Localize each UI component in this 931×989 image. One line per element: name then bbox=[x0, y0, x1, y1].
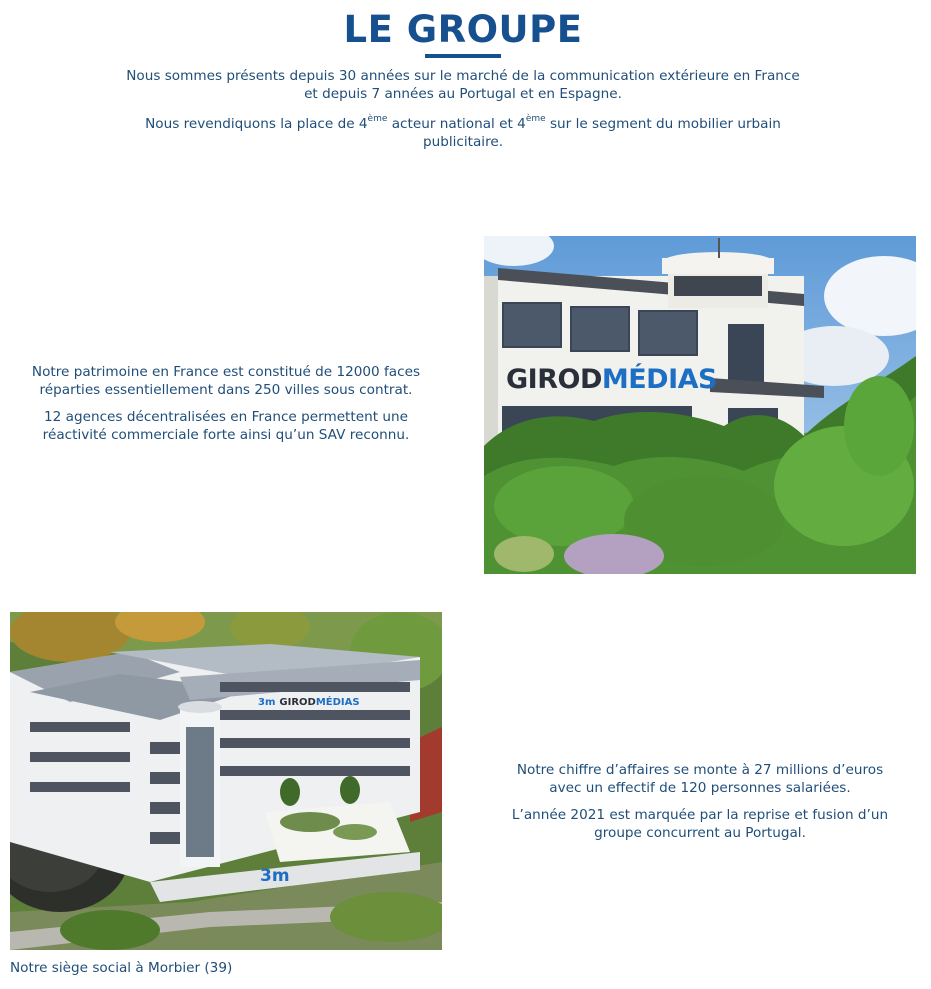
intro-text: Nous revendiquons la place de 4 bbox=[145, 116, 368, 132]
building-facade-illustration bbox=[484, 236, 916, 574]
text-line: Notre chiffre d’affaires se monte à 27 millions d’euros bbox=[516, 762, 884, 778]
intro-text: sur le segment du mobilier urbain bbox=[545, 116, 781, 132]
logo-text-medias: MÉDIAS bbox=[315, 697, 360, 708]
headquarters-photo bbox=[10, 612, 442, 950]
page-title: LE GROUPE bbox=[343, 8, 583, 51]
intro-paragraph-presence bbox=[0, 67, 926, 103]
patrimoine-paragraph bbox=[10, 363, 442, 399]
intro-line: et depuis 7 années au Portugal et en Espagne. bbox=[304, 86, 622, 102]
3m-wall-logo: 3m bbox=[260, 866, 290, 886]
sign-text-medias: MÉDIAS bbox=[601, 364, 717, 395]
intro-text: acteur national et 4 bbox=[387, 116, 526, 132]
ordinal-superscript: ème bbox=[525, 114, 546, 125]
intro-paragraph-ranking bbox=[0, 115, 926, 151]
intro-line: publicitaire. bbox=[422, 134, 504, 150]
text-line: Notre patrimoine en France est constitué de 12000 faces bbox=[31, 364, 421, 380]
girodmedias-sign bbox=[506, 364, 717, 395]
girodmedias-facade-logo bbox=[258, 697, 360, 708]
intro-line bbox=[0, 115, 926, 133]
text-line: 12 agences décentralisées en France permettent une bbox=[44, 409, 408, 425]
text-line: avec un effectif de 120 personnes salariées. bbox=[549, 780, 851, 796]
title-underline bbox=[425, 54, 501, 58]
agences-paragraph bbox=[10, 408, 442, 444]
chiffre-text-block bbox=[484, 761, 916, 851]
chiffre-paragraph bbox=[484, 761, 916, 797]
building-facade-photo bbox=[484, 236, 916, 574]
logo-text-girod: GIROD bbox=[279, 697, 316, 708]
text-line: L’année 2021 est marquée par la reprise et fusion d’un bbox=[511, 807, 889, 823]
text-line: réactivité commerciale forte ainsi qu’un SAV reconnu. bbox=[42, 427, 410, 443]
ordinal-superscript: ème bbox=[367, 114, 388, 125]
text-line: réparties essentiellement dans 250 villes sous contrat. bbox=[39, 382, 413, 398]
headquarters-caption: Notre siège social à Morbier (39) bbox=[10, 960, 233, 976]
headquarters-illustration bbox=[10, 612, 442, 950]
patrimoine-text-block bbox=[10, 363, 442, 453]
sign-text-girod: GIROD bbox=[506, 364, 602, 395]
intro-line: Nous sommes présents depuis 30 années sur le marché de la communication extérieure en France bbox=[126, 68, 800, 84]
3m-mark: 3m bbox=[258, 697, 276, 708]
text-line: groupe concurrent au Portugal. bbox=[594, 825, 806, 841]
annee-2021-paragraph bbox=[484, 806, 916, 842]
